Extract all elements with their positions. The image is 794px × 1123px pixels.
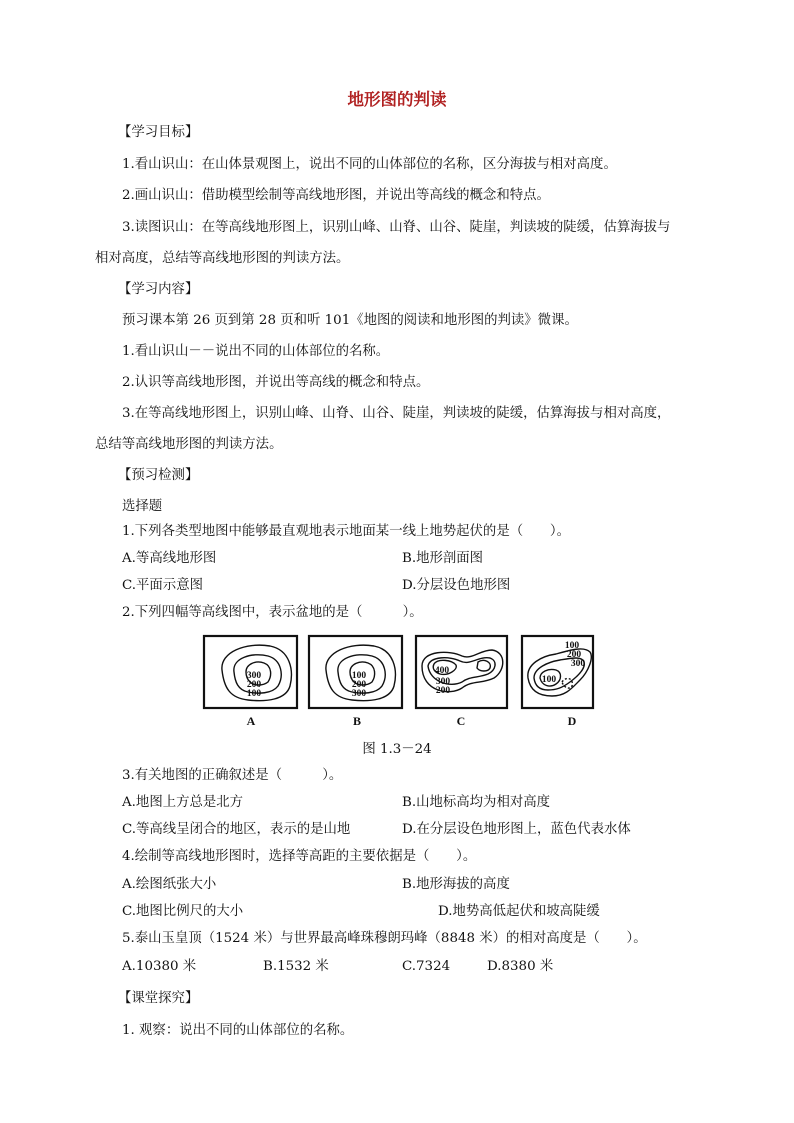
map-c-label-1: 400 <box>434 666 450 676</box>
content-item-1: 1.看山识山－－说出不同的山体部位的名称。 <box>122 344 390 359</box>
figure-caption: 图 1.3－24 <box>362 742 432 757</box>
section-heading-goals: 【学习目标】 <box>118 125 199 140</box>
goal-item-3: 3.读图识山：在等高线地形图上，识别山峰、山脊、山谷、陡崖，判读坡的陡缓，估算海拔与 <box>122 220 671 235</box>
q1-option-d: D.分层设色地形图 <box>402 578 511 593</box>
q4-stem: 4.绘制等高线地形图时，选择等高距的主要依据是（ ）。 <box>122 849 477 864</box>
map-a-letter: A <box>246 714 256 728</box>
q5-option-b: B.1532 米 <box>263 959 329 974</box>
q5-option-d: D.8380 米 <box>487 959 554 974</box>
q1-option-c: C.平面示意图 <box>122 578 203 593</box>
explore-item-1: 1. 观察：说出不同的山体部位的名称。 <box>122 1023 354 1038</box>
q1-option-b: B.地形剖面图 <box>402 551 484 566</box>
map-c-letter: C <box>456 714 466 728</box>
map-d-label-3: 300 <box>570 659 586 669</box>
map-d-label-1: 100 <box>564 641 580 651</box>
content-item-2: 2.认识等高线地形图，并说出等高线的概念和特点。 <box>122 375 430 390</box>
q4-option-c: C.地图比例尺的大小 <box>122 904 244 919</box>
choice-subheading: 选择题 <box>122 499 163 514</box>
q3-option-a: A.地图上方总是北方 <box>122 795 244 810</box>
map-d-label-2: 200 <box>566 650 582 660</box>
q1-option-a: A.等高线地形图 <box>122 551 217 566</box>
goal-item-1: 1.看山识山：在山体景观图上，说出不同的山体部位的名称，区分海拔与相对高度。 <box>122 157 617 172</box>
map-a-label-1: 300 <box>246 671 262 681</box>
map-d-label-4: 100 <box>541 675 557 685</box>
section-heading-explore: 【课堂探究】 <box>118 991 199 1006</box>
page-title: 地形图的判读 <box>347 90 447 109</box>
contour-figure <box>200 630 596 734</box>
q2-stem: 2.下列四幅等高线图中，表示盆地的是（ ）。 <box>122 605 423 620</box>
q4-option-d: D.地势高低起伏和坡高陡缓 <box>438 904 600 919</box>
map-d-letter: D <box>567 714 577 728</box>
q3-option-d: D.在分层设色地形图上，蓝色代表水体 <box>402 822 631 837</box>
map-b-letter: B <box>352 714 362 728</box>
q1-stem: 1.下列各类型地图中能够最直观地表示地面某一线上地势起伏的是（ ）。 <box>122 524 570 539</box>
q4-option-a: A.绘图纸张大小 <box>122 877 217 892</box>
content-item-3: 3.在等高线地形图上，识别山峰、山脊、山谷、陡崖，判读坡的陡缓，估算海拔与相对高度， <box>122 406 671 421</box>
q4-option-b: B.地形海拔的高度 <box>402 877 510 892</box>
section-heading-preview: 【预习检测】 <box>118 468 199 483</box>
map-c-label-3: 200 <box>435 686 451 696</box>
map-b-label-2: 200 <box>351 680 367 690</box>
q3-stem: 3.有关地图的正确叙述是（ ）。 <box>122 768 343 783</box>
map-b-label-1: 100 <box>351 671 367 681</box>
map-a-label-2: 200 <box>246 680 262 690</box>
q5-option-a: A.10380 米 <box>122 959 197 974</box>
map-c-label-2: 300 <box>435 677 451 687</box>
q5-stem: 5.泰山玉皇顶（1524 米）与世界最高峰珠穆朗玛峰（8848 米）的相对高度是（ ）。 <box>122 931 647 946</box>
q5-option-c: C.7324 <box>402 959 451 974</box>
section-heading-content: 【学习内容】 <box>118 282 199 297</box>
q3-option-c: C.等高线呈闭合的地区，表示的是山地 <box>122 822 351 837</box>
goal-item-2: 2.画山识山：借助模型绘制等高线地形图，并说出等高线的概念和特点。 <box>122 188 550 203</box>
content-item-3-cont: 总结等高线地形图的判读方法。 <box>95 437 283 452</box>
map-a-label-3: 100 <box>246 689 262 699</box>
goal-item-3-cont: 相对高度，总结等高线地形图的判读方法。 <box>95 251 350 266</box>
q3-option-b: B.山地标高均为相对高度 <box>402 795 551 810</box>
content-intro: 预习课本第 26 页到第 28 页和听 101《地图的阅读和地形图的判读》微课。 <box>122 313 578 328</box>
map-b-label-3: 300 <box>351 689 367 699</box>
